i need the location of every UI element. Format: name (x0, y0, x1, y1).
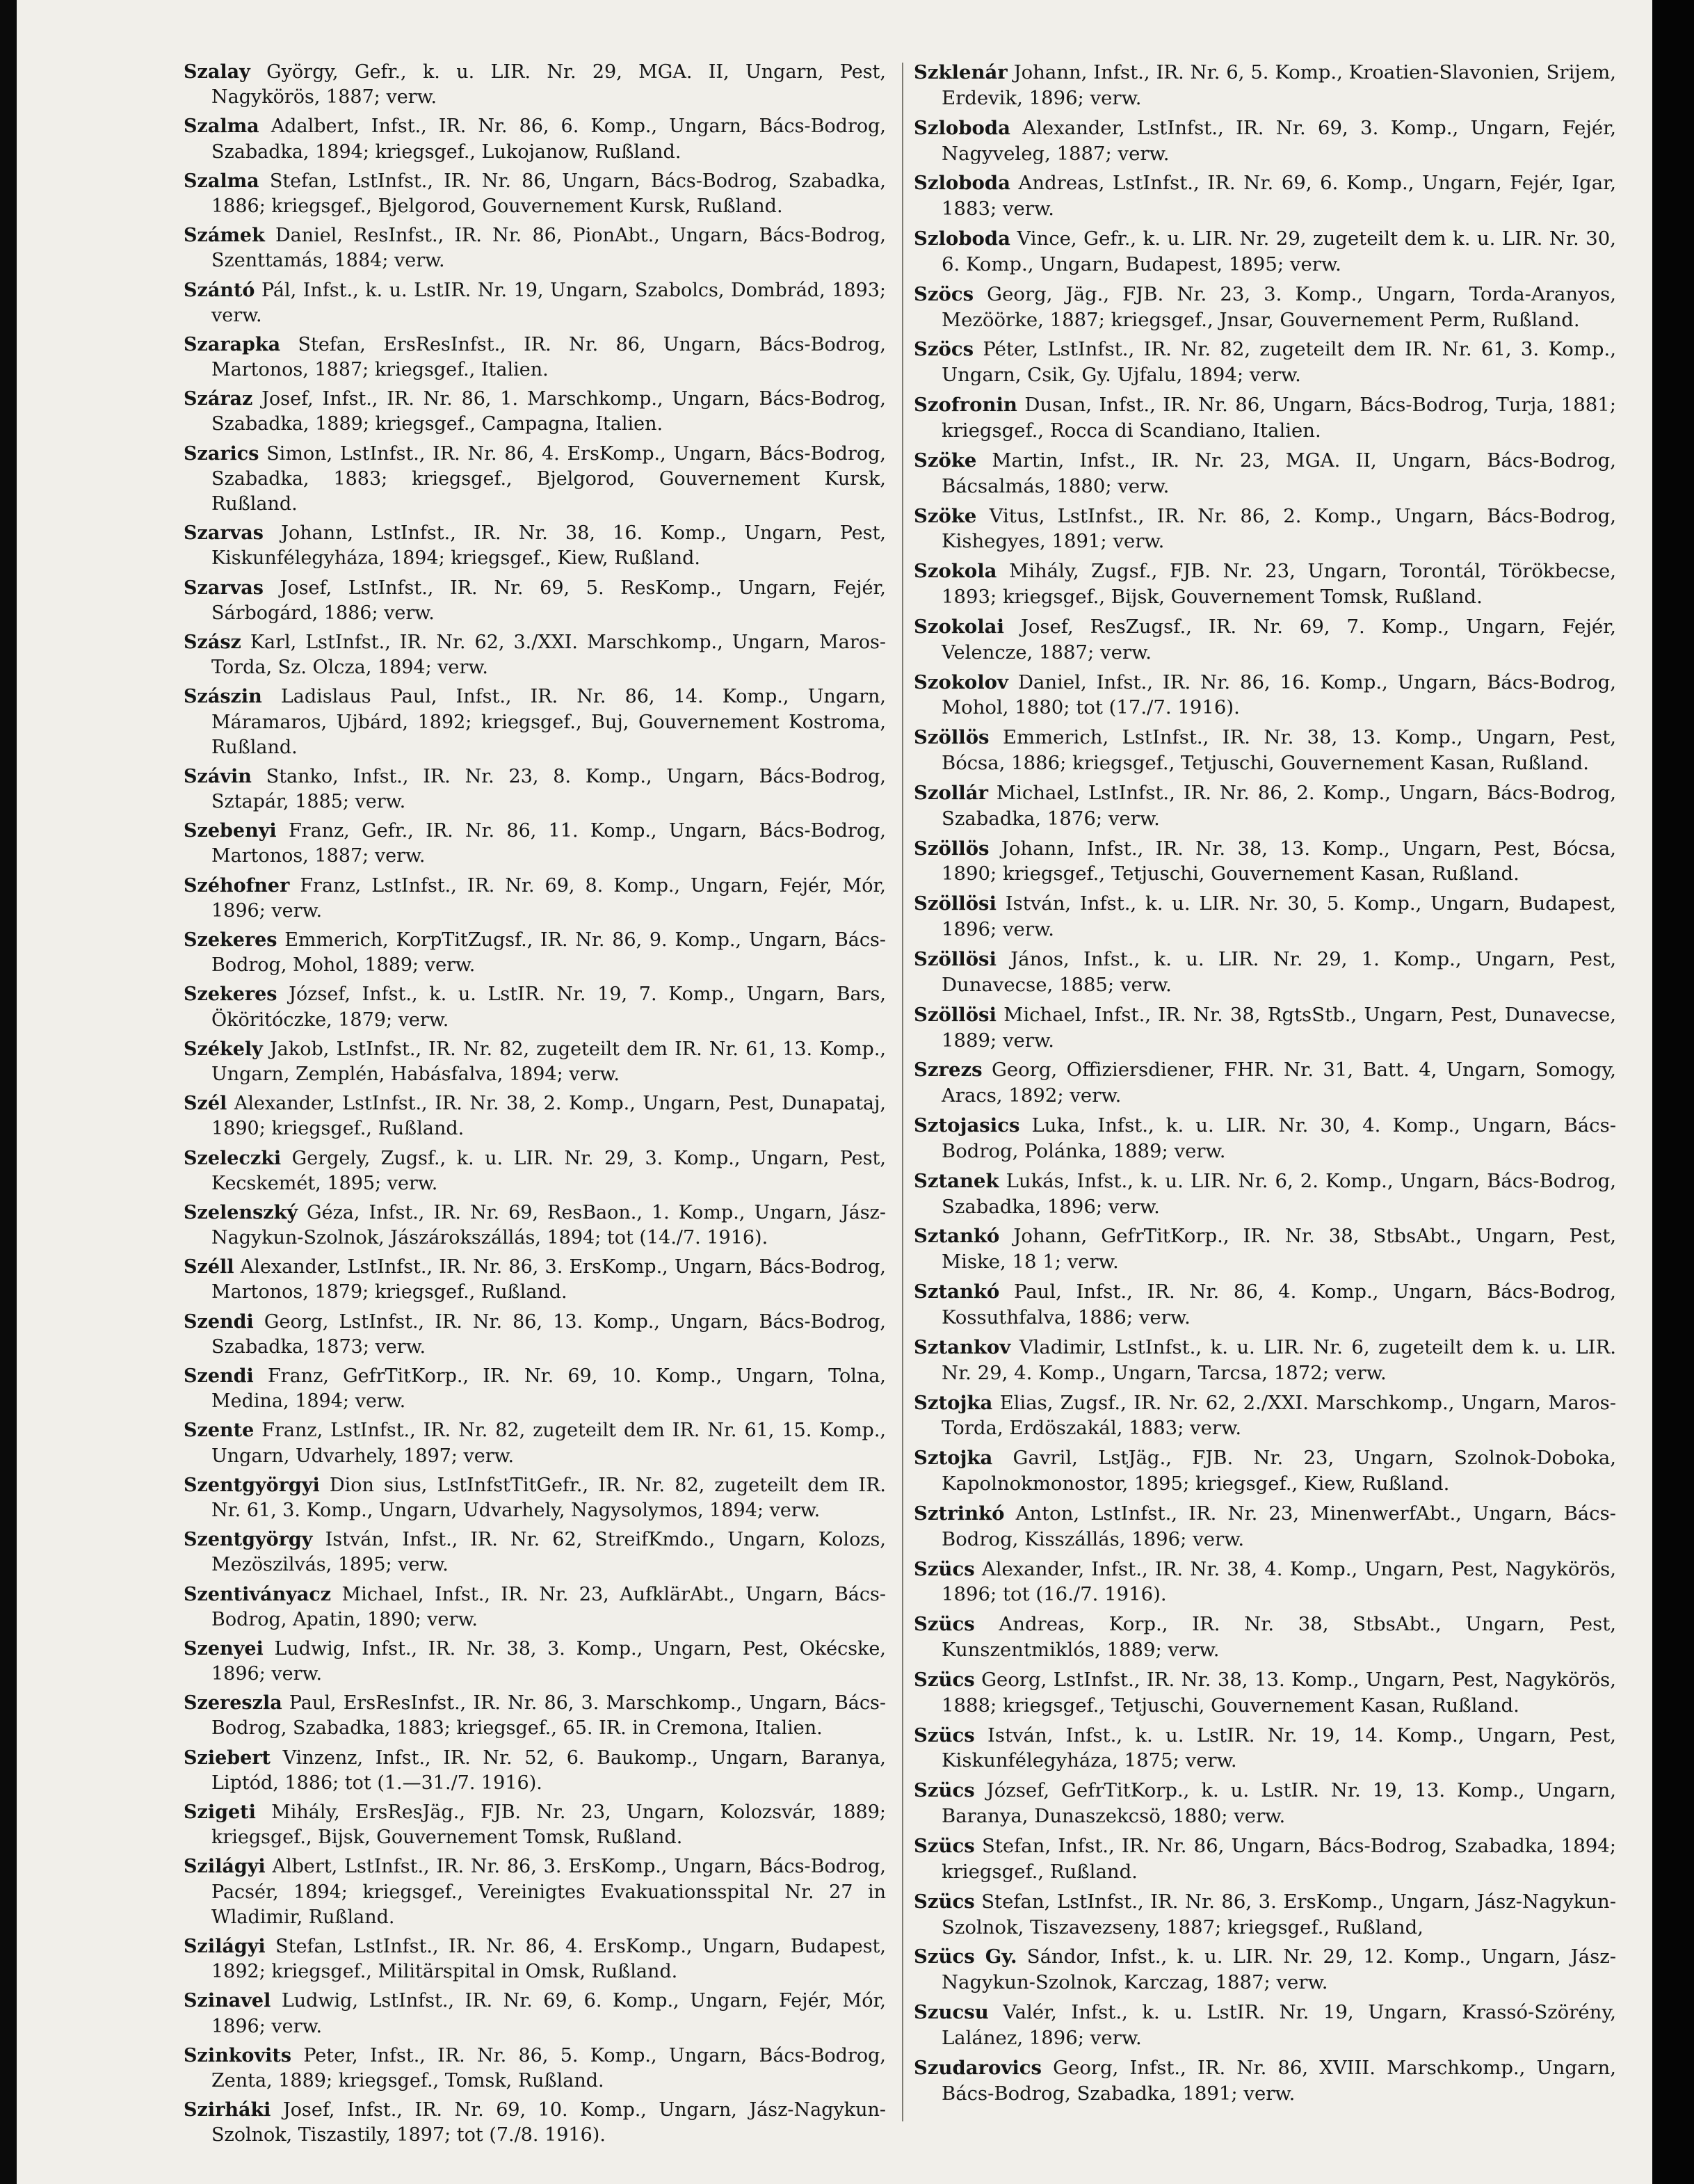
entry-surname: Szirháki (184, 2099, 271, 2121)
entry-details: Elias, Zugsf., IR. Nr. 62, 2./XXI. Marschkomp., Ungarn, Maros-Torda, Erdöszakál, 1883; verw. (942, 1391, 1616, 1440)
entry-details: Andreas, LstInfst., IR. Nr. 69, 6. Komp., Ungarn, Fejér, Igar, 1883; verw. (942, 172, 1616, 220)
list-entry (184, 1037, 886, 1087)
entry-surname: Sztanek (914, 1169, 999, 1192)
entry-surname: Szloboda (914, 172, 1010, 195)
entry-details: Martin, Infst., IR. Nr. 23, MGA. II, Ungarn, Bács-Bodrog, Bácsalmás, 1880; verw. (942, 449, 1616, 497)
entry-details: Georg, Infst., IR. Nr. 86, XVIII. Marschkomp., Ungarn, Bács-Bodrog, Szabadka, 1891; verw. (942, 2056, 1616, 2105)
entry-surname: Szücs (914, 1557, 975, 1580)
entry-details: György, Gefr., k. u. LIR. Nr. 29, MGA. II, Ungarn, Pest, Nagykörös, 1887; verw. (211, 61, 886, 109)
list-entry (914, 891, 1616, 942)
entry-surname: Szarvas (184, 577, 264, 599)
entry-details: Josef, ResZugsf., IR. Nr. 69, 7. Komp., Ungarn, Fejér, Velencze, 1887; verw. (942, 615, 1616, 664)
list-entry (184, 819, 886, 869)
entry-details: Daniel, ResInfst., IR. Nr. 86, PionAbt., Ungarn, Bács-Bodrog, Szenttamás, 1884; verw. (211, 225, 886, 272)
list-entry (184, 630, 886, 680)
entry-surname: Szücs (914, 1779, 975, 1802)
entry-details: Vince, Gefr., k. u. LIR. Nr. 29, zugeteilt dem k. u. LIR. Nr. 30, 6. Komp., Ungarn, Budapest, 1895; verw. (942, 227, 1616, 275)
scan-border (1652, 0, 1694, 2184)
entry-surname: Széhofner (184, 874, 290, 897)
list-entry (914, 1169, 1616, 1220)
list-entry (184, 1854, 886, 1930)
list-entry (914, 559, 1616, 610)
list-entry (914, 614, 1616, 666)
list-entry (184, 874, 886, 924)
list-entry (184, 576, 886, 626)
list-entry (184, 1989, 886, 2039)
list-entry (914, 504, 1616, 555)
list-entry (914, 725, 1616, 776)
entry-details: Alexander, LstInfst., IR. Nr. 38, 2. Komp., Ungarn, Pest, Dunapataj, 1890; kriegsgef., Rußland. (211, 1093, 886, 1140)
list-entry (184, 1691, 886, 1741)
entry-details: Paul, Infst., IR. Nr. 86, 4. Komp., Ungarn, Bács-Bodrog, Kossuthfalva, 1886; verw. (942, 1280, 1616, 1328)
entry-details: Georg, Jäg., FJB. Nr. 23, 3. Komp., Ungarn, Torda-Aranyos, Mezöörke, 1887; kriegsgef., Jnsar, Gouvernement Perm, Rußland. (942, 282, 1616, 331)
list-entry (184, 1637, 886, 1687)
entry-surname: Szentgyörgyi (184, 1474, 320, 1496)
entry-surname: Szekeres (184, 983, 277, 1006)
entry-details: Franz, LstInfst., IR. Nr. 82, zugeteilt dem IR. Nr. 61, 15. Komp., Ungarn, Udvarhely, 1897; verw. (211, 1420, 886, 1467)
entry-surname: Sziebert (184, 1747, 271, 1769)
entry-details: Pál, Infst., k. u. LstIR. Nr. 19, Ungarn, Szabolcs, Dombrád, 1893; verw. (211, 279, 886, 326)
list-entry (914, 780, 1616, 832)
list-entry (184, 928, 886, 978)
entry-surname: Szokolov (914, 671, 1008, 693)
entry-details: Alexander, LstInfst., IR. Nr. 86, 3. ErsKomp., Ungarn, Bács-Bodrog, Martonos, 1879; kriegsgef., Rußland. (211, 1256, 886, 1303)
entry-details: Michael, Infst., IR. Nr. 23, AufklärAbt., Ungarn, Bács-Bodrog, Apatin, 1890; verw. (211, 1583, 886, 1630)
list-entry (914, 1445, 1616, 1497)
entry-details: Alexander, Infst., IR. Nr. 38, 4. Komp., Ungarn, Pest, Nagykörös, 1896; tot (16./7. 1916). (942, 1557, 1616, 1606)
entry-surname: Szarapka (184, 333, 281, 355)
entry-surname: Székely (184, 1038, 263, 1060)
entry-details: Vinzenz, Infst., IR. Nr. 52, 6. Baukomp., Ungarn, Baranya, Liptód, 1886; tot (1.—31./7. 1916). (211, 1747, 886, 1794)
entry-details: István, Infst., k. u. LIR. Nr. 30, 5. Komp., Ungarn, Budapest, 1896; verw. (942, 892, 1616, 941)
entry-details: István, Infst., IR. Nr. 62, StreifKmdo., Ungarn, Kolozs, Mezöszilvás, 1895; verw. (211, 1529, 886, 1576)
entry-details: Sándor, Infst., k. u. LIR. Nr. 29, 12. Komp., Ungarn, Jász-Nagykun-Szolnok, Karczag, 1887; verw. (942, 1945, 1616, 1994)
entry-details: Franz, LstInfst., IR. Nr. 69, 8. Komp., Ungarn, Fejér, Mór, 1896; verw. (211, 874, 886, 922)
entry-surname: Szalay (184, 61, 250, 83)
entry-surname: Szinkovits (184, 2044, 292, 2066)
entry-details: Michael, LstInfst., IR. Nr. 86, 2. Komp., Ungarn, Bács-Bodrog, Szabadka, 1876; verw. (942, 781, 1616, 830)
list-entry (914, 1113, 1616, 1164)
entry-details: Johann, Infst., IR. Nr. 6, 5. Komp., Kroatien-Slavonien, Srijem, Erdevik, 1896; verw. (942, 61, 1616, 109)
entry-surname: Sztojka (914, 1391, 993, 1414)
list-entry (914, 1667, 1616, 1719)
entry-details: Josef, Infst., IR. Nr. 69, 10. Komp., Ungarn, Jász-Nagykun-Szolnok, Tiszastily, 1897; tot (7./8. 1916). (211, 2099, 886, 2146)
list-entry (914, 60, 1616, 111)
entry-details: Karl, LstInfst., IR. Nr. 62, 3./XXI. Marschkomp., Ungarn, Maros-Torda, Sz. Olcza, 1894; verw. (211, 631, 886, 679)
list-entry (914, 1612, 1616, 1663)
entry-surname: Szucsu (914, 2001, 989, 2024)
entry-surname: Szokolai (914, 615, 1004, 638)
entry-details: Mihály, Zugsf., FJB. Nr. 23, Ungarn, Torontál, Törökbecse, 1893; kriegsgef., Bijsk, Gouvernement Tomsk, Rußland. (942, 560, 1616, 609)
list-entry (914, 337, 1616, 388)
list-entry (914, 1501, 1616, 1552)
entry-surname: Szente (184, 1420, 255, 1442)
entry-details: Vladimir, LstInfst., k. u. LIR. Nr. 6, zugeteilt dem k. u. LIR. Nr. 29, 4. Komp., Ungarn, Tarcsa, 1872; verw. (942, 1335, 1616, 1384)
list-entry (914, 1723, 1616, 1774)
entry-surname: Szollár (914, 781, 989, 804)
entry-surname: Szántó (184, 279, 255, 301)
entry-details: Luka, Infst., k. u. LIR. Nr. 30, 4. Komp., Ungarn, Bács-Bodrog, Polánka, 1889; verw. (942, 1114, 1616, 1162)
entry-surname: Szekeres (184, 929, 277, 951)
entry-surname: Szöllösi (914, 1003, 997, 1026)
entry-surname: Szelenszký (184, 1201, 298, 1223)
list-entry (184, 764, 886, 814)
entry-surname: Szöke (914, 504, 977, 527)
entry-details: Peter, Infst., IR. Nr. 86, 5. Komp., Ungarn, Bács-Bodrog, Zenta, 1889; kriegsgef., Tomsk, Rußland. (211, 2044, 886, 2091)
list-entry (184, 1364, 886, 1414)
list-entry (914, 2000, 1616, 2051)
entry-surname: Szalma (184, 170, 259, 192)
entry-details: Mihály, ErsResJäg., FJB. Nr. 23, Ungarn, Kolozsvár, 1889; kriegsgef., Bijsk, Gouvernement Tomsk, Rußland. (211, 1801, 886, 1849)
list-entry (184, 387, 886, 437)
list-entry (184, 114, 886, 164)
list-entry (914, 1889, 1616, 1941)
list-entry (184, 1800, 886, 1850)
entry-surname: Szász (184, 631, 241, 653)
list-entry (184, 1146, 886, 1196)
list-entry (914, 115, 1616, 167)
entry-details: Johann, Infst., IR. Nr. 38, 13. Komp., Ungarn, Pest, Bócsa, 1890; kriegsgef., Tetjuschi, Gouvernement Kasan, Rußland. (942, 837, 1616, 885)
list-entry (184, 2098, 886, 2148)
right-column (914, 60, 1616, 2153)
entry-details: Michael, Infst., IR. Nr. 38, RgtsStb., Ungarn, Pest, Dunavecse, 1889; verw. (942, 1003, 1616, 1052)
entry-surname: Szloboda (914, 227, 1010, 250)
entry-details: Alexander, LstInfst., IR. Nr. 69, 3. Komp., Ungarn, Fejér, Nagyveleg, 1887; verw. (942, 116, 1616, 165)
entry-surname: Szilágyi (184, 1935, 266, 1957)
list-entry (914, 836, 1616, 888)
entry-surname: Szentgyörgy (184, 1529, 313, 1551)
entry-details: István, Infst., k. u. LstIR. Nr. 19, 14. Komp., Ungarn, Pest, Kiskunfélegyháza, 1875; verw. (942, 1724, 1616, 1772)
entry-surname: Szofronin (914, 394, 1017, 417)
entry-details: Gergely, Zugsf., k. u. LIR. Nr. 29, 3. Komp., Ungarn, Pest, Kecskemét, 1895; verw. (211, 1147, 886, 1194)
list-entry (914, 1833, 1616, 1885)
entry-details: Anton, LstInfst., IR. Nr. 23, MinenwerfAbt., Ungarn, Bács-Bodrog, Kisszállás, 1896; verw. (942, 1502, 1616, 1550)
entry-surname: Szalma (184, 115, 259, 138)
list-entry (184, 1473, 886, 1523)
entry-surname: Szendi (184, 1365, 254, 1387)
entry-details: Stefan, ErsResInfst., IR. Nr. 86, Ungarn, Bács-Bodrog, Martonos, 1887; kriegsgef., Italien. (211, 333, 886, 381)
list-entry (184, 1527, 886, 1577)
entry-surname: Száraz (184, 388, 253, 410)
entry-details: Franz, GefrTitKorp., IR. Nr. 69, 10. Komp., Ungarn, Tolna, Medina, 1894; verw. (211, 1365, 886, 1413)
list-entry (184, 1255, 886, 1305)
entry-surname: Szklenár (914, 61, 1008, 83)
entry-surname: Szrezs (914, 1059, 983, 1082)
entry-surname: Szudarovics (914, 2056, 1042, 2079)
entry-details: Dion sius, LstInfstTitGefr., IR. Nr. 82, zugeteilt dem IR. Nr. 61, 3. Komp., Ungarn, Udvarhely, Nagysolymos, 1894; verw. (211, 1474, 886, 1521)
entry-details: Georg, LstInfst., IR. Nr. 38, 13. Komp., Ungarn, Pest, Nagykörös, 1888; kriegsgef., Tetjuschi, Gouvernement Kasan, Rußland. (942, 1668, 1616, 1717)
list-entry (184, 1582, 886, 1632)
entry-surname: Szloboda (914, 116, 1010, 139)
entry-surname: Sztankó (914, 1280, 1000, 1303)
list-entry (184, 332, 886, 383)
entry-details: Johann, LstInfst., IR. Nr. 38, 16. Komp., Ungarn, Pest, Kiskunfélegyháza, 1894; kriegsgef., Kiew, Rußland. (211, 522, 886, 570)
list-entry (184, 2044, 886, 2094)
entry-details: Ludwig, Infst., IR. Nr. 38, 3. Komp., Ungarn, Pest, Okécske, 1896; verw. (211, 1637, 886, 1685)
entry-details: Paul, ErsResInfst., IR. Nr. 86, 3. Marschkomp., Ungarn, Bács-Bodrog, Szabadka, 1883; kriegsgef., 65. IR. in Cremona, Italien. (211, 1692, 886, 1740)
list-entry (914, 226, 1616, 278)
list-entry (914, 282, 1616, 333)
entry-details: Stefan, Infst., IR. Nr. 86, Ungarn, Bács-Bodrog, Szabadka, 1894; kriegsgef., Rußland. (942, 1835, 1616, 1883)
entry-details: Franz, Gefr., IR. Nr. 86, 11. Komp., Ungarn, Bács-Bodrog, Martonos, 1887; verw. (211, 820, 886, 867)
entry-details: Valér, Infst., k. u. LstIR. Nr. 19, Ungarn, Krassó-Szörény, Lalánez, 1896; verw. (942, 2001, 1616, 2049)
list-entry (914, 1944, 1616, 1996)
entry-surname: Szöcs (914, 338, 974, 361)
page-sheet (17, 0, 1652, 2184)
entry-surname: Szigeti (184, 1801, 256, 1823)
entry-surname: Szücs Gy. (914, 1945, 1017, 1968)
entry-surname: Sztankov (914, 1335, 1011, 1358)
list-entry (184, 223, 886, 273)
entry-details: János, Infst., k. u. LIR. Nr. 29, 1. Komp., Ungarn, Pest, Dunavecse, 1885; verw. (942, 948, 1616, 996)
list-entry (914, 947, 1616, 998)
entry-surname: Szarvas (184, 522, 264, 545)
list-entry (914, 670, 1616, 721)
entry-details: Géza, Infst., IR. Nr. 69, ResBaon., 1. Komp., Ungarn, Jász-Nagykun-Szolnok, Jászárokszállás, 1894; tot (14./7. 1916). (211, 1201, 886, 1249)
entry-details: Jakob, LstInfst., IR. Nr. 82, zugeteilt dem IR. Nr. 61, 13. Komp., Ungarn, Zemplén, Habásfalva, 1894; verw. (211, 1038, 886, 1085)
entry-details: Ladislaus Paul, Infst., IR. Nr. 86, 14. Komp., Ungarn, Máramaros, Ujbárd, 1892; kriegsgef., Buj, Gouvernement Kostroma, Rußland. (211, 686, 886, 758)
list-entry (184, 278, 886, 328)
list-entry (184, 982, 886, 1032)
entry-details: Josef, LstInfst., IR. Nr. 69, 5. ResKomp., Ungarn, Fejér, Sárbogárd, 1886; verw. (211, 577, 886, 624)
list-entry (184, 1746, 886, 1796)
entry-surname: Szöcs (914, 282, 974, 305)
entry-surname: Szendi (184, 1310, 254, 1333)
entry-surname: Szücs (914, 1724, 975, 1747)
entry-surname: Szinavel (184, 1990, 271, 2012)
entry-surname: Sztojasics (914, 1114, 1020, 1137)
list-entry (184, 442, 886, 517)
entry-details: Péter, LstInfst., IR. Nr. 82, zugeteilt dem IR. Nr. 61, 3. Komp., Ungarn, Csik, Gy. Ujfalu, 1894; verw. (942, 338, 1616, 387)
entry-surname: Szilágyi (184, 1856, 266, 1878)
entry-surname: Szenyei (184, 1637, 264, 1660)
entry-details: Simon, LstInfst., IR. Nr. 86, 4. ErsKomp., Ungarn, Bács-Bodrog, Szabadka, 1883; kriegsgef., Bjelgorod, Gouvernement Kursk, Rußland. (211, 442, 886, 515)
entry-surname: Sztojka (914, 1447, 993, 1470)
entry-surname: Szászin (184, 686, 262, 708)
entry-surname: Szokola (914, 560, 997, 583)
list-entry (184, 1201, 886, 1251)
entry-surname: Széll (184, 1256, 234, 1278)
list-entry (914, 392, 1616, 444)
entry-details: Georg, LstInfst., IR. Nr. 86, 13. Komp., Ungarn, Bács-Bodrog, Szabadka, 1873; verw. (211, 1310, 886, 1358)
entry-details: Andreas, Korp., IR. Nr. 38, StbsAbt., Ungarn, Pest, Kunszentmiklós, 1889; verw. (942, 1613, 1616, 1662)
entry-details: Lukás, Infst., k. u. LIR. Nr. 6, 2. Komp., Ungarn, Bács-Bodrog, Szabadka, 1896; verw. (942, 1169, 1616, 1218)
list-entry (914, 1778, 1616, 1829)
entry-surname: Szeleczki (184, 1147, 282, 1169)
list-entry (184, 1091, 886, 1141)
column-divider (902, 63, 903, 2121)
entry-surname: Szöke (914, 449, 977, 472)
list-entry (914, 1057, 1616, 1109)
list-entry (914, 2055, 1616, 2107)
entry-surname: Szöllös (914, 837, 990, 860)
list-entry (184, 169, 886, 219)
entry-details: József, GefrTitKorp., k. u. LstIR. Nr. 19, 13. Komp., Ungarn, Baranya, Dunaszekcsö, 1880; verw. (942, 1779, 1616, 1828)
entry-details: Dusan, Infst., IR. Nr. 86, Ungarn, Bács-Bodrog, Turja, 1881; kriegsgef., Rocca di Scandiano, Italien. (942, 394, 1616, 442)
entry-details: Ludwig, LstInfst., IR. Nr. 69, 6. Komp., Ungarn, Fejér, Mór, 1896; verw. (211, 1990, 886, 2037)
list-entry (914, 1390, 1616, 1442)
entry-surname: Szarics (184, 442, 259, 465)
entry-surname: Szentiványacz (184, 1583, 332, 1605)
entry-details: Stefan, LstInfst., IR. Nr. 86, 4. ErsKomp., Ungarn, Budapest, 1892; kriegsgef., Militärspital in Omsk, Rußland. (211, 1935, 886, 1983)
entry-details: Vitus, LstInfst., IR. Nr. 86, 2. Komp., Ungarn, Bács-Bodrog, Kishegyes, 1891; verw. (942, 504, 1616, 553)
list-entry (914, 1223, 1616, 1275)
list-entry (184, 60, 886, 110)
list-entry (914, 448, 1616, 499)
entry-surname: Szöllösi (914, 892, 997, 915)
entry-surname: Szücs (914, 1835, 975, 1857)
entry-details: Daniel, Infst., IR. Nr. 86, 16. Komp., Ungarn, Bács-Bodrog, Mohol, 1880; tot (17./7. 1916). (942, 671, 1616, 719)
list-entry (914, 170, 1616, 222)
entry-details: Stefan, LstInfst., IR. Nr. 86, 3. ErsKomp., Ungarn, Jász-Nagykun-Szolnok, Tiszavezseny, 1887; kriegsgef., Rußland, (942, 1890, 1616, 1938)
list-entry (914, 1335, 1616, 1386)
list-entry (914, 1279, 1616, 1331)
entry-details: Georg, Offiziersdiener, FHR. Nr. 31, Batt. 4, Ungarn, Somogy, Aracs, 1892; verw. (942, 1059, 1616, 1107)
entry-surname: Sztrinkó (914, 1502, 1005, 1525)
list-entry (184, 1934, 886, 1984)
entry-surname: Szöllösi (914, 948, 997, 970)
entry-details: Albert, LstInfst., IR. Nr. 86, 3. ErsKomp., Ungarn, Bács-Bodrog, Pacsér, 1894; kriegsgef., Vereinigtes Evakuationsspital Nr. 27 in Wladimir, Rußland. (211, 1856, 886, 1928)
list-entry (184, 1418, 886, 1468)
entry-details: Emmerich, LstInfst., IR. Nr. 38, 13. Komp., Ungarn, Pest, Bócsa, 1886; kriegsgef., Tetjuschi, Gouvernement Kasan, Rußland. (942, 726, 1616, 775)
entry-details: Stanko, Infst., IR. Nr. 23, 8. Komp., Ungarn, Bács-Bodrog, Sztapár, 1885; verw. (211, 765, 886, 813)
entry-surname: Szücs (914, 1613, 975, 1636)
entry-surname: Szebenyi (184, 820, 277, 842)
entry-details: Gavril, LstJäg., FJB. Nr. 23, Ungarn, Szolnok-Doboka, Kapolnokmonostor, 1895; kriegsgef., Kiew, Rußland. (942, 1447, 1616, 1495)
entry-details: József, Infst., k. u. LstIR. Nr. 19, 7. Komp., Ungarn, Bars, Ököritóczke, 1879; verw. (211, 983, 886, 1031)
entry-details: Josef, Infst., IR. Nr. 86, 1. Marschkomp., Ungarn, Bács-Bodrog, Szabadka, 1889; kriegsgef., Campagna, Italien. (211, 388, 886, 435)
entry-surname: Számek (184, 225, 265, 247)
entry-details: Johann, GefrTitKorp., IR. Nr. 38, StbsAbt., Ungarn, Pest, Miske, 18 1; verw. (942, 1225, 1616, 1274)
list-entry (184, 684, 886, 760)
entry-surname: Szücs (914, 1668, 975, 1691)
entry-surname: Szél (184, 1093, 227, 1115)
list-entry (184, 521, 886, 571)
list-entry (184, 1310, 886, 1360)
entry-details: Adalbert, Infst., IR. Nr. 86, 6. Komp., Ungarn, Bács-Bodrog, Szabadka, 1894; kriegsgef., Lukojanow, Rußland. (211, 115, 886, 163)
list-entry (914, 1002, 1616, 1054)
entry-surname: Szávin (184, 765, 252, 787)
entry-surname: Szöllös (914, 726, 990, 749)
entry-surname: Sztankó (914, 1225, 1000, 1248)
entry-details: Stefan, LstInfst., IR. Nr. 86, Ungarn, Bács-Bodrog, Szabadka, 1886; kriegsgef., Bjelgorod, Gouvernement Kursk, Rußland. (211, 170, 886, 217)
left-column (184, 60, 886, 2153)
entry-surname: Szereszla (184, 1692, 282, 1715)
entry-details: Emmerich, KorpTitZugsf., IR. Nr. 86, 9. Komp., Ungarn, Bács-Bodrog, Mohol, 1889; verw. (211, 929, 886, 977)
entry-surname: Szücs (914, 1890, 975, 1913)
list-entry (914, 1557, 1616, 1608)
